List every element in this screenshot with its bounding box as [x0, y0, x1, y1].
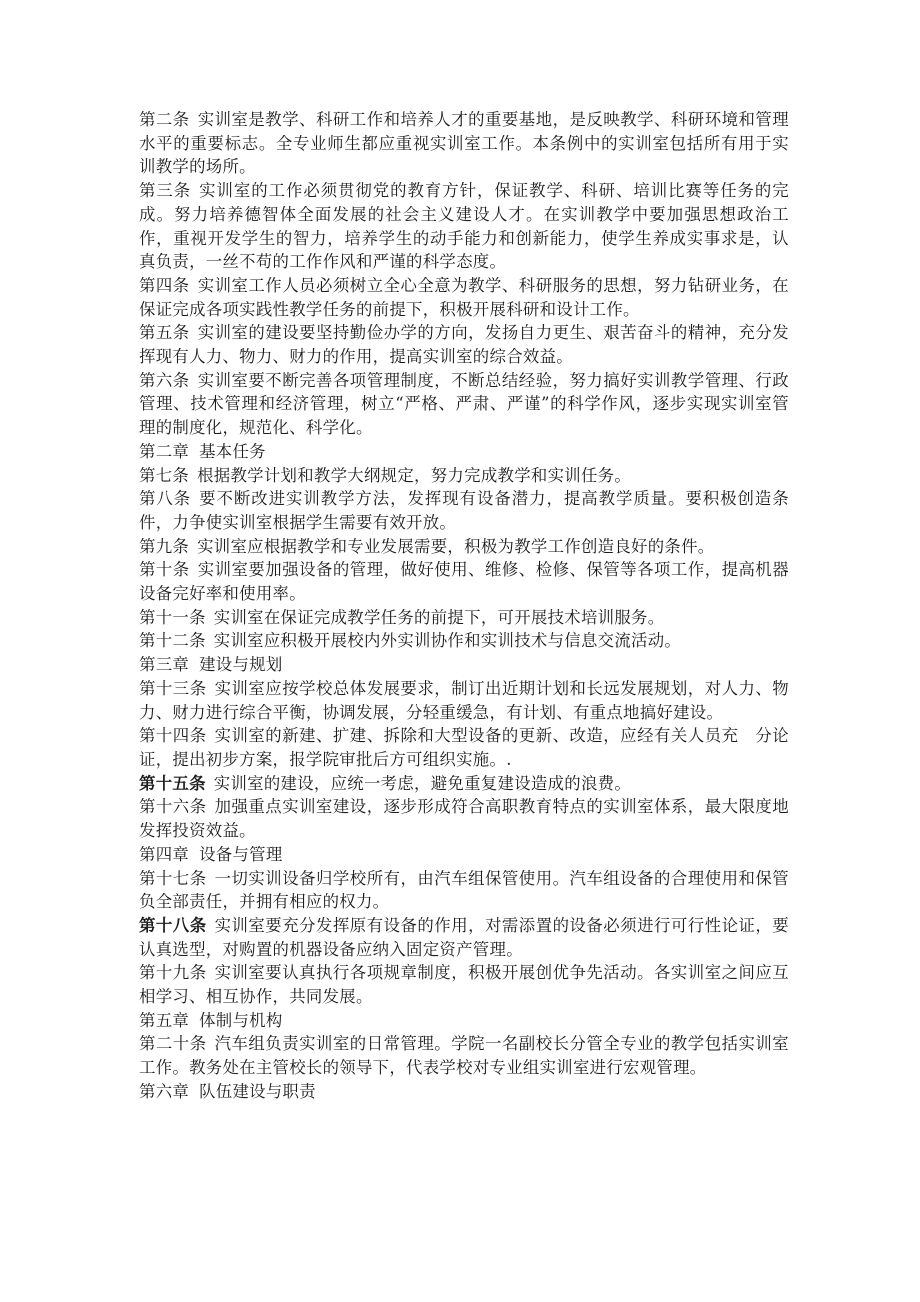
article-number: 第八条	[139, 489, 192, 509]
chapter-5-heading	[139, 1009, 789, 1033]
article-text: 实训室要充分发挥原有设备的作用，对需添置的设备必须进行可行性论证，要认真选型，对购置的机器设备应纳入固定资产管理。	[139, 915, 790, 959]
article-17	[139, 867, 789, 914]
article-14	[139, 724, 789, 771]
article-number: 第十二条	[139, 631, 206, 651]
article-13	[139, 677, 789, 724]
chapter-number: 第五章	[139, 1010, 190, 1030]
article-number: 第七条	[139, 465, 190, 485]
article-text: 实训室要加强设备的管理，做好使用、维修、检修、保管等各项工作，提高机器设备完好率和使用率。	[139, 560, 789, 604]
article-2	[139, 108, 789, 179]
chapter-4-heading	[139, 843, 789, 867]
article-text: 实训室的建设要坚持勤俭办学的方向，发扬自力更生、艰苦奋斗的精神，充分发挥现有人力、物力、财力的作用，提高实训室的综合效益。	[139, 323, 789, 367]
article-text: 一切实训设备归学校所有，由汽车组保管使用。汽车组设备的合理使用和保管负全部责任，并拥有相应的权力。	[139, 868, 790, 912]
article-text: 实训室的新建、扩建、拆除和大型设备的更新、改造，应经有关人员充 分论证，提出初步方案，报学院审批后方可组织实施。.	[139, 726, 790, 769]
article-20	[139, 1032, 789, 1079]
article-number: 第十一条	[139, 607, 206, 627]
article-19	[139, 961, 789, 1008]
article-18	[139, 914, 789, 961]
article-text: 实训室的工作必须贯彻党的教育方针，保证教学、科研、培训比赛等任务的完成。努力培养德智体全面发展的社会主义建设人才。在实训教学中要加强思想政治工作，重视开发学生的智力，培养学生的动手能力和创新能力，使学生养成实事求是，认真负责，一丝不苟的工作作风和严谨的科学态度。	[139, 181, 789, 272]
article-text: 根据教学计划和教学大纲规定，努力完成教学和实训任务。	[197, 465, 632, 485]
chapter-number: 第六章	[139, 1081, 190, 1101]
chapter-title: 建设与规划	[199, 655, 283, 675]
article-number: 第二条	[139, 110, 190, 129]
article-number: 第十五条	[139, 773, 206, 793]
chapter-2-heading	[139, 440, 789, 464]
article-number: 第六条	[139, 370, 190, 390]
article-3	[139, 179, 789, 274]
article-number: 第四条	[139, 275, 190, 295]
article-number: 第十三条	[139, 678, 207, 698]
article-text: 实训室应按学校总体发展要求，制订出近期计划和长远发展规划，对人力、物力、财力进行综合平衡，协调发展，分轻重缓急，有计划、有重点地搞好建设。	[139, 678, 790, 722]
article-number: 第十四条	[139, 726, 207, 746]
article-16	[139, 795, 789, 842]
chapter-title: 设备与管理	[199, 844, 283, 864]
chapter-title: 队伍建设与职责	[199, 1081, 316, 1101]
article-number: 第十九条	[139, 963, 207, 983]
document-body	[139, 108, 789, 1104]
article-text: 要不断改进实训教学方法，发挥现有设备潜力，提高教学质量。要积极创造条件，力争使实训室根据学生需要有效开放。	[139, 489, 789, 532]
article-5	[139, 321, 789, 368]
article-number: 第九条	[139, 536, 190, 556]
article-number: 第三条	[139, 181, 192, 201]
chapter-number: 第二章	[139, 441, 190, 461]
article-4	[139, 274, 789, 321]
article-text: 加强重点实训室建设，逐步形成符合高职教育特点的实训室体系，最大限度地发挥投资效益。	[139, 797, 790, 841]
article-number: 第十七条	[139, 868, 207, 888]
article-text: 实训室是教学、科研工作和培养人才的重要基地，是反映教学、科研环境和管理水平的重要标志。全专业师生都应重视实训室工作。本条例中的实训室包括所有用于实训教学的场所。	[139, 110, 789, 177]
chapter-number: 第三章	[139, 655, 190, 675]
chapter-6-heading	[139, 1080, 789, 1104]
article-number: 第十八条	[139, 915, 207, 935]
article-15	[139, 772, 789, 796]
article-number: 第十六条	[139, 797, 207, 817]
article-11	[139, 606, 789, 630]
article-number: 第十条	[139, 560, 190, 580]
chapter-number: 第四章	[139, 844, 190, 864]
chapter-3-heading	[139, 653, 789, 677]
article-text: 实训室应根据教学和专业发展需要，积极为教学工作创造良好的条件。	[197, 536, 715, 556]
article-text: 实训室应积极开展校内外实训协作和实训技术与信息交流活动。	[213, 631, 682, 651]
article-8	[139, 487, 789, 534]
article-10	[139, 558, 789, 605]
article-number: 第二十条	[139, 1034, 207, 1054]
article-text: 实训室要认真执行各项规章制度，积极开展创优争先活动。各实训室之间应互相学习、相互协作，共同发展。	[139, 963, 790, 1007]
article-6	[139, 369, 789, 440]
chapter-title: 体制与机构	[199, 1010, 283, 1030]
article-12	[139, 629, 789, 653]
article-7	[139, 464, 789, 488]
article-number: 第五条	[139, 323, 190, 343]
article-text: 汽车组负责实训室的日常管理。学院一名副校长分管全专业的教学包括实训室工作。教务处在主管校长的领导下，代表学校对专业组实训室进行宏观管理。	[139, 1034, 790, 1078]
article-text: 实训室的建设，应统一考虑，避免重复建设造成的浪费。	[213, 773, 632, 793]
chapter-title: 基本任务	[199, 441, 266, 461]
article-text: 实训室在保证完成教学任务的前提下，可开展技术培训服务。	[213, 607, 665, 627]
article-9	[139, 535, 789, 559]
article-text: 实训室工作人员必须树立全心全意为教学、科研服务的思想，努力钻研业务，在保证完成各项实践性教学任务的前提下，积极开展科研和设计工作。	[139, 275, 789, 319]
article-text: 实训室要不断完善各项管理制度，不断总结经验，努力搞好实训教学管理、行政管理、技术管理和经济管理，树立“严格、严肃、严谨”的科学作风，逐步实现实训室管理的制度化，规范化、科学化。	[139, 370, 789, 438]
